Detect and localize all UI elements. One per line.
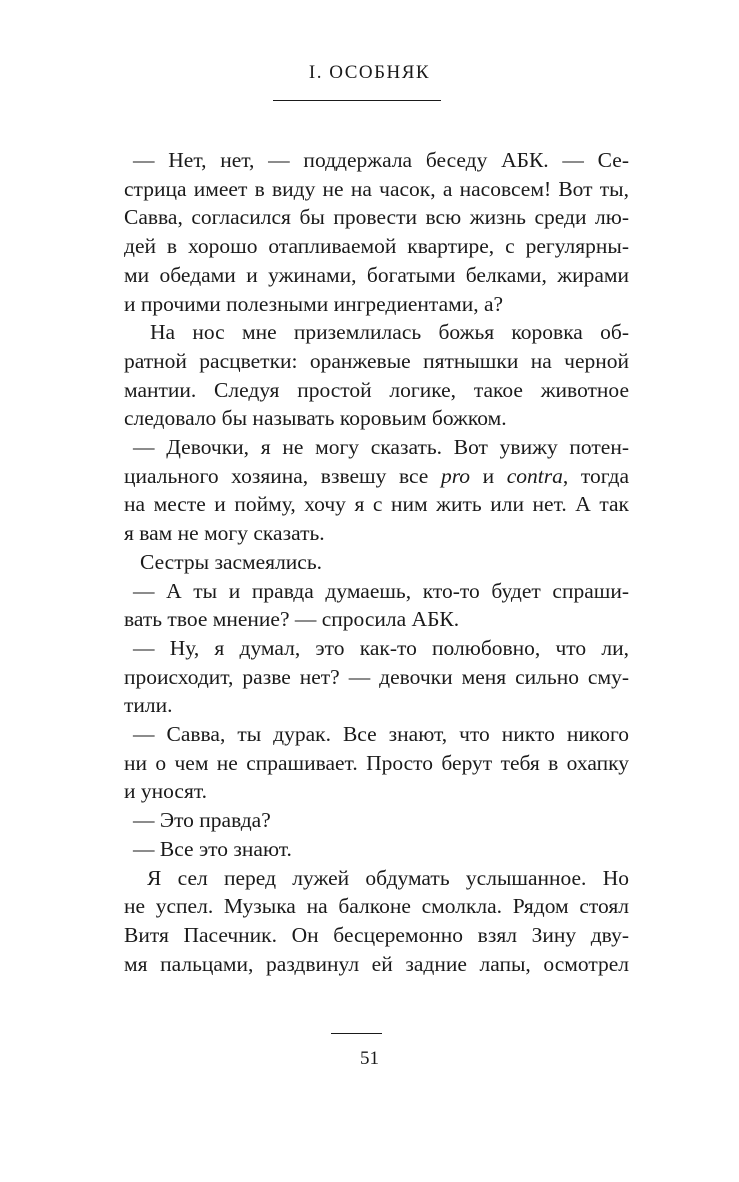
paragraph-5 [115, 577, 629, 634]
text-line: На нос мне приземлилась божья коровка об- [150, 320, 629, 345]
text-line: Витя Пасечник. Он бесцеремонно взял Зину дву- [124, 922, 629, 947]
text-line: я вам не могу сказать. [124, 521, 325, 546]
text-line: дей в хорошо отапливаемой квартире, с регулярны- [124, 234, 629, 259]
paragraph-4 [115, 548, 629, 577]
text-line: вать твое мнение? — спросила АБК. [124, 607, 460, 632]
text-segment: и [470, 463, 507, 488]
text-line: ратной расцветки: оранжевые пятнышки на черной [124, 348, 629, 373]
text-line: — Савва, ты дурак. Все знают, что никто никого [133, 722, 629, 747]
text-line: ни о чем не спрашивает. Просто берут тебя в охапку [124, 750, 629, 775]
text-line: на месте и пойму, хочу я с ним жить или нет. А так [124, 492, 629, 517]
paragraph-6 [115, 634, 629, 720]
paragraph-9 [115, 835, 629, 864]
italic-term-contra: contra [506, 463, 563, 488]
paragraph-7 [115, 720, 629, 806]
text-line: и прочими полезными ингредиентами, а? [124, 291, 504, 316]
header-rule [273, 100, 441, 101]
text-line: — Все это знают. [133, 836, 292, 861]
text-line: Савва, согласился бы провести всю жизнь среди лю- [124, 205, 629, 230]
text-line: ми обедами и ужинами, богатыми белками, жирами [124, 262, 629, 287]
paragraph-2 [115, 318, 629, 433]
body-text [115, 146, 629, 978]
text-line: не успел. Музыка на балконе смолкла. Рядом стоял [124, 894, 629, 919]
paragraph-3 [115, 433, 629, 548]
text-line: тили. [124, 693, 173, 718]
footer-rule [331, 1033, 382, 1034]
text-line: — Ну, я думал, это как-то полюбовно, что ли, [133, 635, 629, 660]
text-line: Сестры засмеялись. [140, 549, 323, 574]
text-segment: циального хозяина, взвешу все [124, 463, 441, 488]
running-head: I. ОСОБНЯК [308, 62, 431, 83]
paragraph-10 [115, 864, 629, 979]
paragraph-8 [115, 806, 629, 835]
text-line [115, 462, 629, 491]
text-line: — Это правда? [133, 808, 271, 833]
text-line: Я сел перед лужей обдумать услышанное. Но [147, 865, 629, 890]
text-line: мантии. Следуя простой логике, такое животное [124, 377, 629, 402]
text-line: — Нет, нет, — поддержала беседу АБК. — Се- [133, 148, 629, 172]
italic-term-pro: pro [440, 463, 471, 488]
page-number: 51 [360, 1048, 379, 1069]
text-line: и уносят. [124, 779, 208, 804]
text-line: происходит, разве нет? — девочки меня сильно сму- [124, 664, 629, 689]
paragraph-1 [115, 146, 629, 318]
text-line: — Девочки, я не могу сказать. Вот увижу потен- [133, 435, 629, 460]
text-line: следовало бы называть коровьим божком. [124, 406, 507, 431]
text-line: мя пальцами, раздвинул ей задние лапы, осмотрел [124, 951, 629, 976]
text-line: — А ты и правда думаешь, кто-то будет спраши- [133, 578, 629, 603]
text-line: стрица имеет в виду не на часок, а насовсем! Вот ты, [124, 176, 629, 201]
text-segment: , тогда [562, 463, 629, 488]
